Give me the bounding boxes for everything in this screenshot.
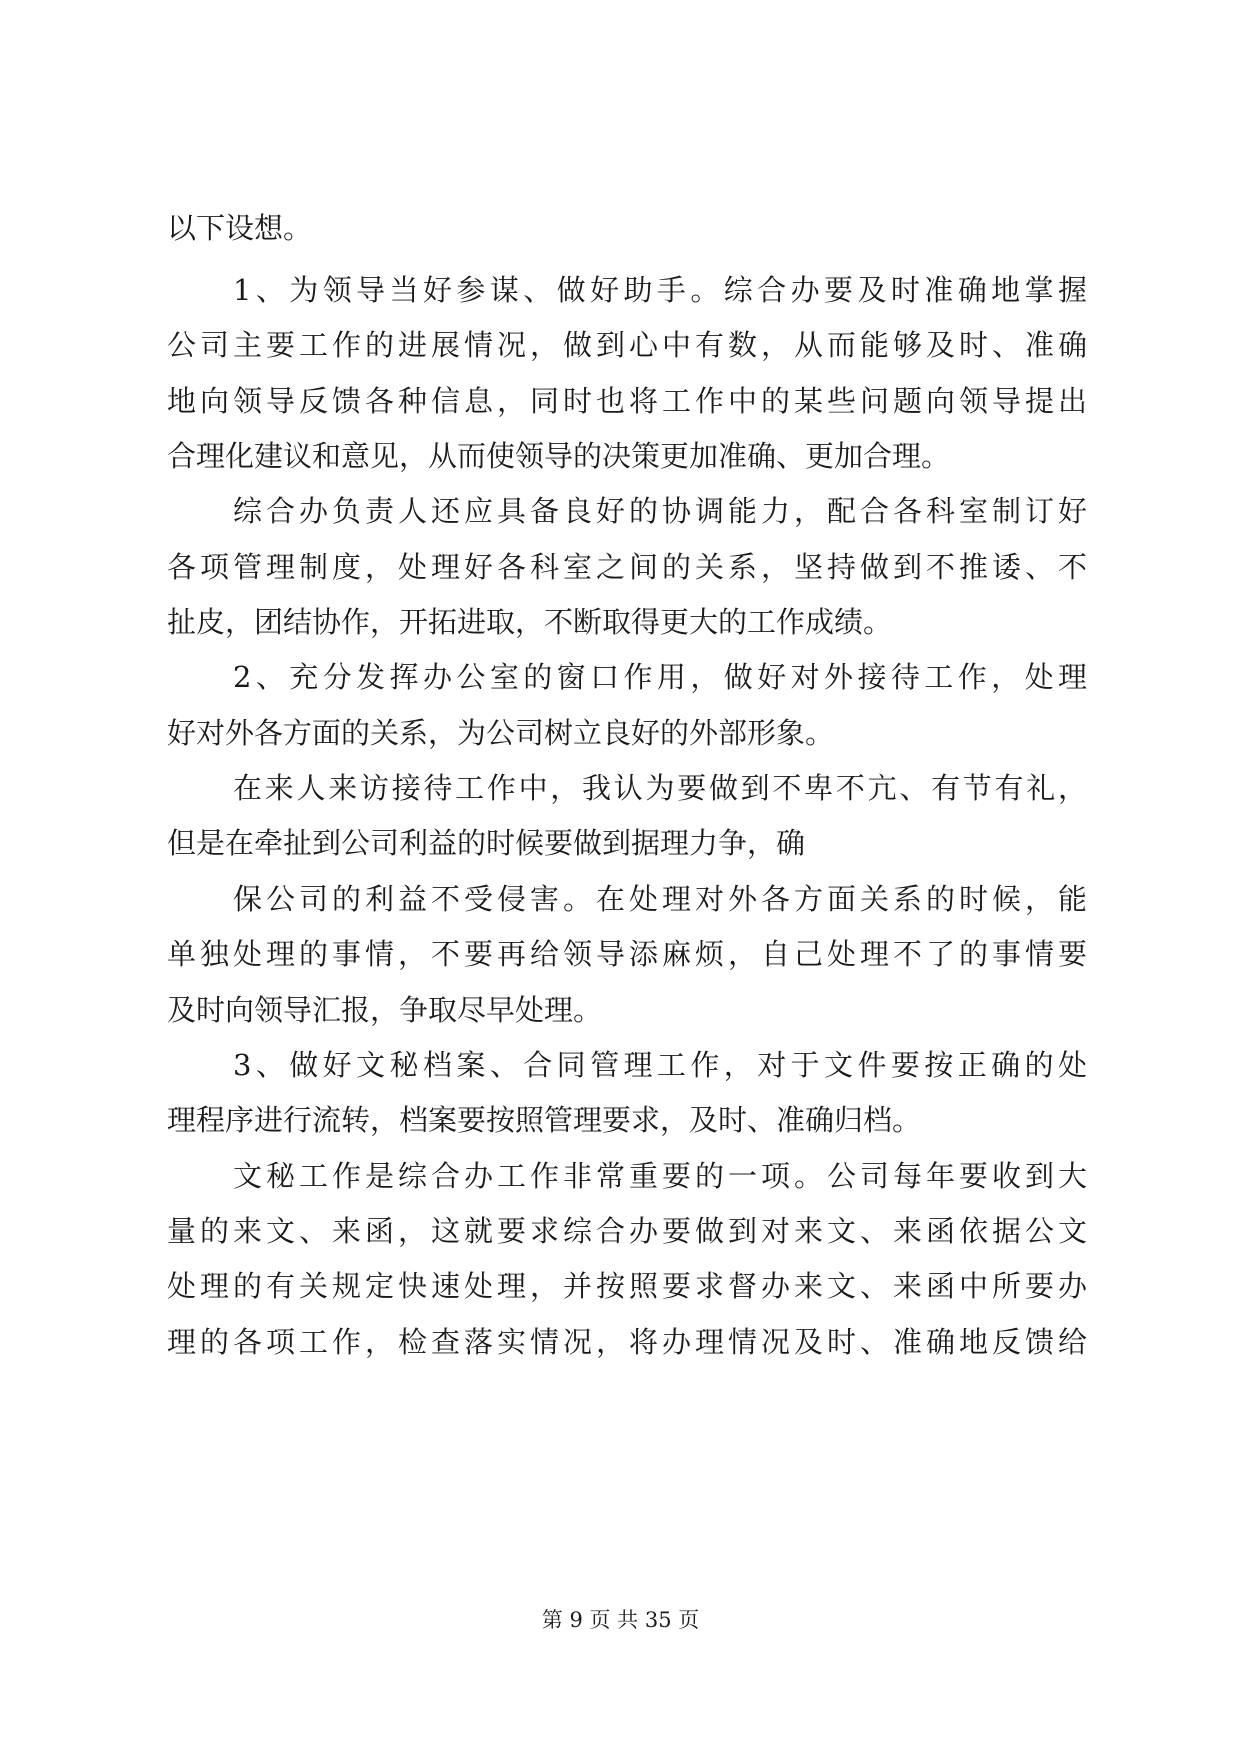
text-line: 公司主要工作的进展情况，做到心中有数，从而能够及时、准确 (167, 328, 1087, 362)
page-footer (0, 1605, 1241, 1635)
text-line: 保公司的利益不受侵害。在处理对外各方面关系的时候，能 (233, 882, 1087, 916)
text-line: 2、充分发挥办公室的窗口作用，做好对外接待工作，处理 (233, 660, 1087, 694)
text-line: 综合办负责人还应具备良好的协调能力，配合各科室制订好 (233, 494, 1087, 528)
text-line: 扯皮，团结协作，开拓进取，不断取得更大的工作成绩。 (167, 605, 893, 639)
text-line: 但是在牵扯到公司利益的时候要做到据理力争，确 (167, 826, 806, 860)
text-line: 好对外各方面的关系，为公司树立良好的外部形象。 (167, 716, 835, 750)
text-line: 地向领导反馈各种信息，同时也将工作中的某些问题向领导提出 (167, 384, 1087, 418)
text-line: 各项管理制度，处理好各科室之间的关系，坚持做到不推诿、不 (167, 550, 1087, 584)
page-number: 第 9 页 共 35 页 (541, 1608, 700, 1632)
text-line: 处理的有关规定快速处理，并按照要求督办来文、来函中所要办 (167, 1269, 1087, 1303)
text-line: 在来人来访接待工作中，我认为要做到不卑不亢、有节有礼， (233, 771, 1087, 805)
text-line: 单独处理的事情，不要再给领导添麻烦，自己处理不了的事情要 (167, 937, 1087, 971)
text-line: 1、为领导当好参谋、做好助手。综合办要及时准确地掌握 (233, 273, 1087, 307)
text-line: 3、做好文秘档案、合同管理工作，对于文件要按正确的处 (233, 1048, 1087, 1082)
text-line: 合理化建议和意见，从而使领导的决策更加准确、更加合理。 (167, 439, 951, 473)
text-line: 文秘工作是综合办工作非常重要的一项。公司每年要收到大 (233, 1159, 1087, 1193)
text-line: 及时向领导汇报，争取尽早处理。 (167, 993, 603, 1027)
text-line: 量的来文、来函，这就要求综合办要做到对来文、来函依据公文 (167, 1214, 1087, 1248)
text-line: 以下设想。 (167, 211, 313, 245)
text-line: 理的各项工作，检查落实情况，将办理情况及时、准确地反馈给 (167, 1325, 1087, 1359)
text-line: 理程序进行流转，档案要按照管理要求，及时、准确归档。 (167, 1103, 922, 1137)
